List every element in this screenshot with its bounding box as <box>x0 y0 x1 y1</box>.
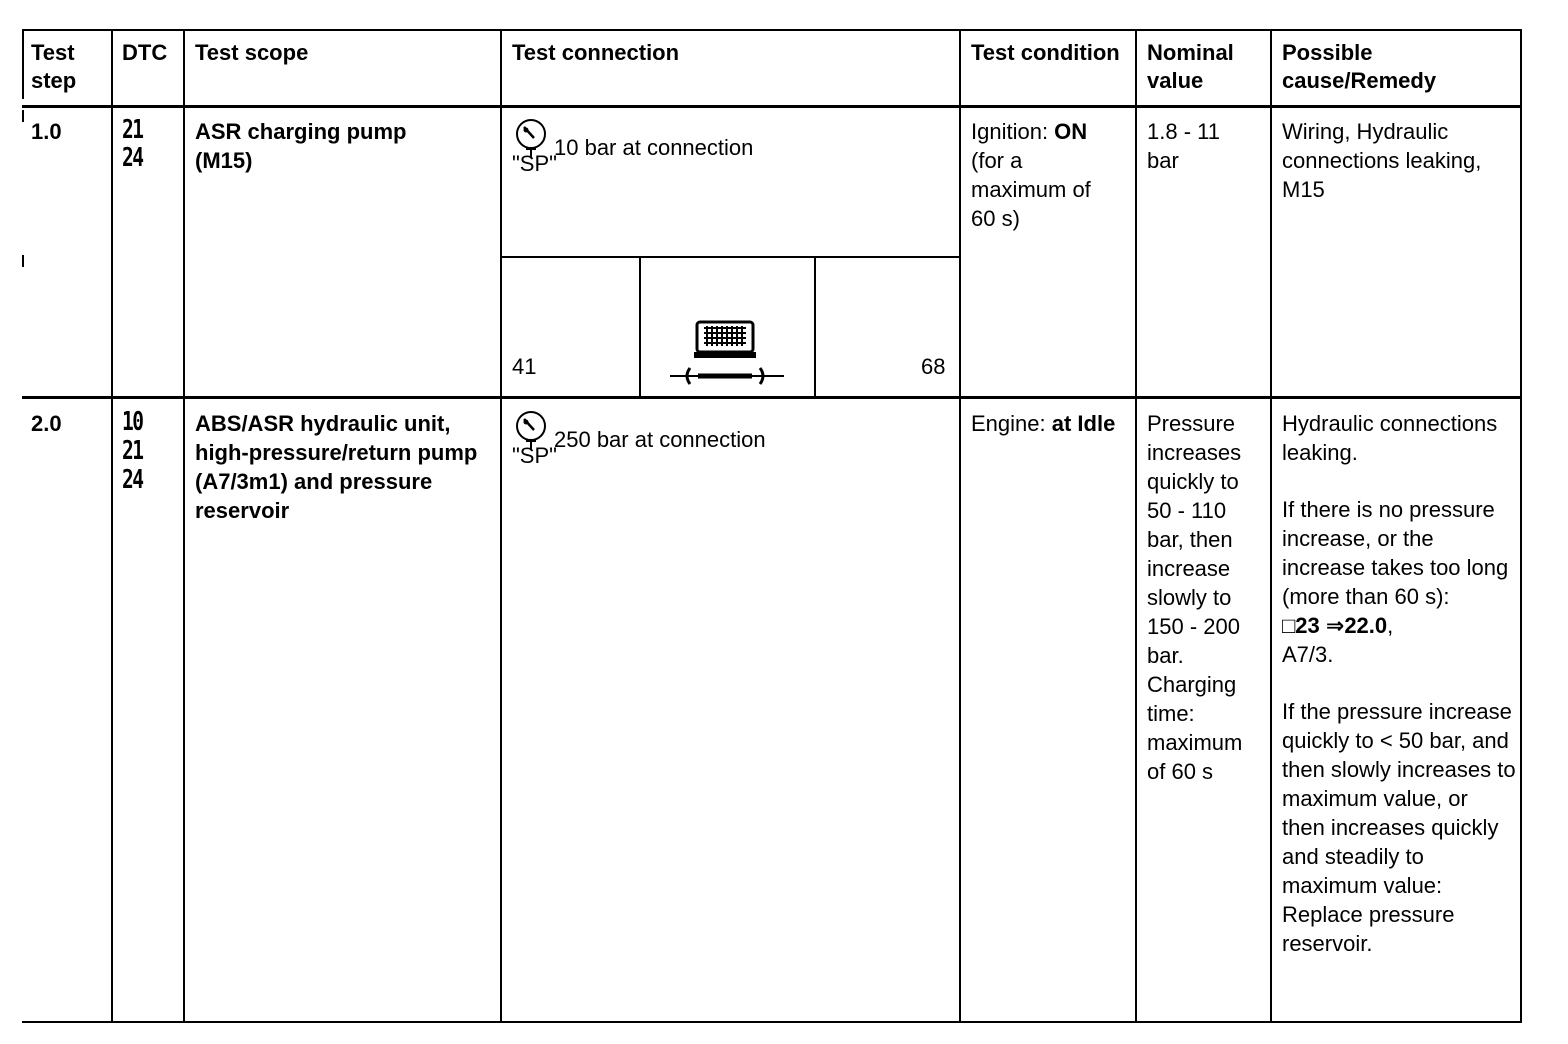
header-test-connection: Test connection <box>512 40 680 65</box>
col-border-4 <box>959 29 961 1023</box>
row1-connection-text: 10 bar at connection <box>554 135 754 160</box>
col-border-0 <box>22 29 24 99</box>
header-test-condition: Test condition <box>971 40 1120 65</box>
row2-cause-paragraph-1: Hydraulic connections leaking. <box>1282 411 1498 465</box>
row2-cause-paragraph-3: If the pressure increase quickly to < 50 bar, and then slowly increases to maximum value, or then increases quickly and steadily to maximum value: Replace pressure reservoir. <box>1282 699 1516 956</box>
header-test-scope: Test scope <box>195 40 309 65</box>
header-possible-cause: Possible cause/Remedy <box>1282 40 1437 93</box>
pin-border-a <box>639 257 641 397</box>
header-bottom-border <box>22 105 1522 108</box>
row1-possible-cause: Wiring, Hydraulic connections leaking, M15 <box>1282 119 1482 202</box>
row2-cause-ref-tail: , <box>1387 613 1394 638</box>
row1-test-scope: ASR charging pump (M15) <box>195 119 407 173</box>
col-border-1 <box>111 29 113 1023</box>
ref-box-icon: □ <box>1282 613 1296 638</box>
row1-dtc-code-2: 24 <box>122 143 143 173</box>
row2-test-condition <box>971 409 1121 438</box>
row2-dtc-code-1: 10 <box>122 407 143 437</box>
row2-cause-component: A7/3. <box>1282 642 1334 667</box>
row1-pin-left: 41 <box>512 354 537 379</box>
row2-condition-label: Engine: <box>971 411 1052 436</box>
table-bottom-border <box>22 1021 1522 1023</box>
row1-connection <box>512 117 942 186</box>
col-border-7 <box>1520 29 1522 1023</box>
row2-test-scope: ABS/ASR hydraulic unit, high-pressure/return pump (A7/3m1) and pressure reservoir <box>195 411 478 523</box>
row1-pin-right: 68 <box>921 354 946 379</box>
row1-connection-port: "SP" <box>512 151 557 176</box>
row2-dtc-code-2: 21 <box>122 436 143 466</box>
row1-condition-label: Ignition: <box>971 119 1055 144</box>
row2-cause-paragraph-2: If there is no pressure increase, or the increase takes too long (more than 60 s): <box>1282 497 1509 609</box>
col-border-5 <box>1135 29 1137 1023</box>
row1-step: 1.0 <box>31 119 62 144</box>
table-top-border <box>22 29 1522 31</box>
col-border-2 <box>183 29 185 1023</box>
row1-test-condition <box>971 117 1121 233</box>
row1-dtc-code-1: 21 <box>122 115 143 145</box>
row2-step: 2.0 <box>31 411 62 436</box>
col-border-3 <box>500 29 502 1023</box>
row2-connection-text: 250 bar at connection <box>554 427 766 452</box>
connection-split-line <box>501 256 961 258</box>
col-border-0b <box>22 110 24 122</box>
header-test-step: Test step <box>31 40 77 93</box>
row2-possible-cause <box>1282 409 1516 958</box>
col-border-0c <box>22 255 24 267</box>
row2-connection-port: "SP" <box>512 443 557 468</box>
row1-nominal-value: 1.8 - 11 bar <box>1147 119 1220 173</box>
pin-border-b <box>814 257 816 397</box>
connector-plug-icon <box>664 318 790 393</box>
row2-cause-ref-link[interactable]: 23 ⇒22.0 <box>1295 613 1388 638</box>
row1-condition-value: ON <box>1054 119 1088 144</box>
row2-cause-reference <box>1282 611 1516 640</box>
row2-condition-value: at Idle <box>1051 411 1116 436</box>
header-dtc: DTC <box>122 40 168 65</box>
header-nominal-value: Nominal value <box>1147 40 1234 93</box>
row1-condition-rest: (for a maximum of 60 s) <box>971 148 1091 231</box>
row2-nominal-value: Pressure increases quickly to 50 - 110 bar, then increase slowly to 150 - 200 bar. Charging time: maximum of 60 s <box>1147 411 1243 784</box>
row-divider <box>22 396 1522 399</box>
row2-dtc-code-3: 24 <box>122 465 143 495</box>
col-border-6 <box>1270 29 1272 1023</box>
row2-connection <box>512 409 942 478</box>
